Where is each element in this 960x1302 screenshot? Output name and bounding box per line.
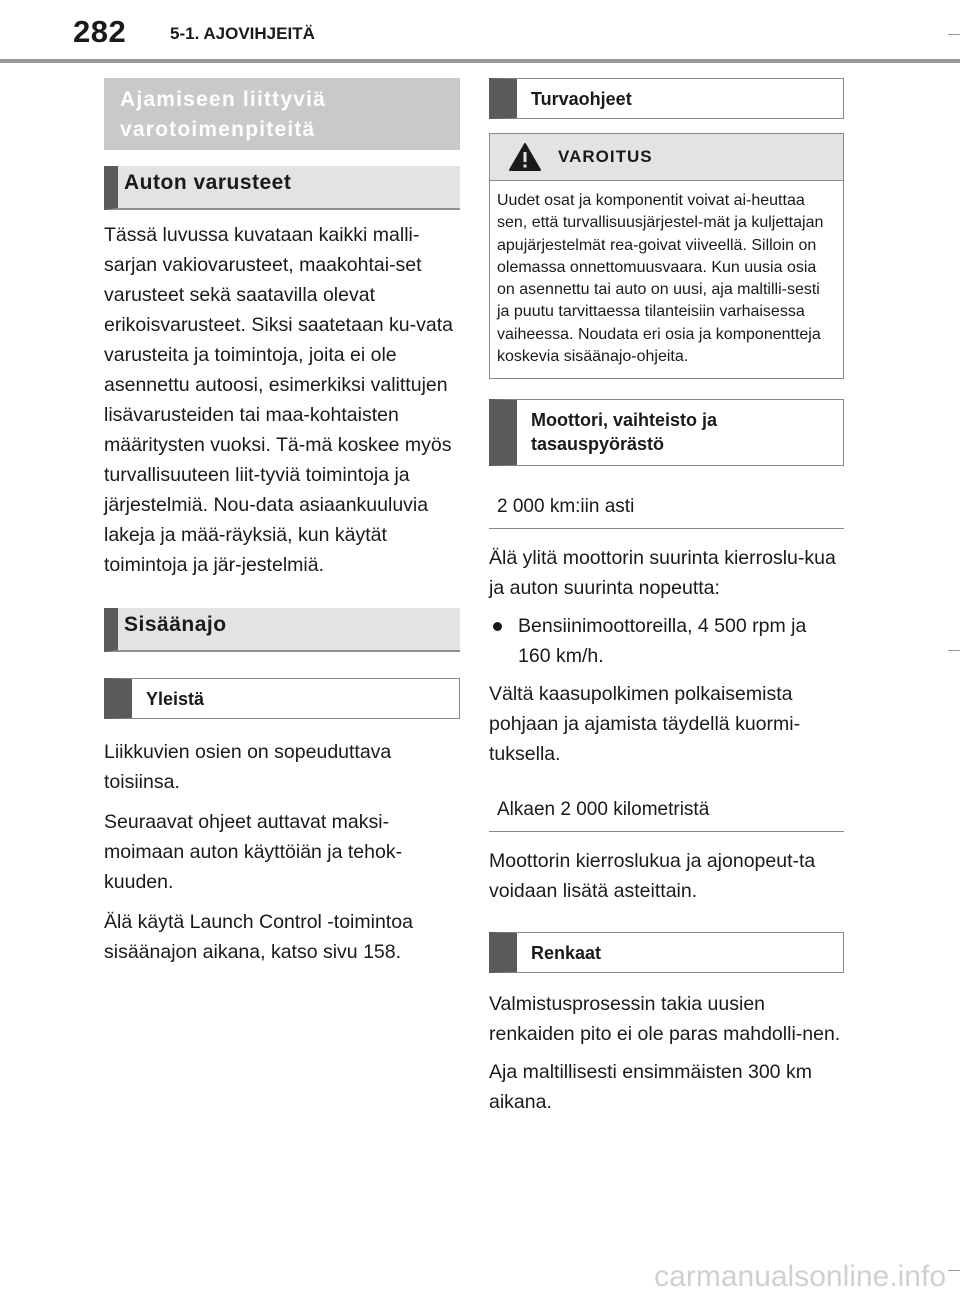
heading-engine: Moottori, vaihteisto ja tasauspyörästö xyxy=(489,399,844,466)
paragraph-upto-2000-2: Vältä kaasupolkimen polkaisemista pohjaan ja ajamista täydellä kuormi-tuksella. xyxy=(489,683,801,766)
paragraph-upto-2000-1: Älä ylitä moottorin suurinta kierroslu-kua ja auton suurinta nopeutta: xyxy=(489,547,836,600)
heading-upto-2000: 2 000 km:iin asti xyxy=(489,496,844,529)
crop-mark xyxy=(948,34,960,35)
warning-box xyxy=(489,133,844,379)
bullet-text: Bensiinimoottoreilla, 4 500 rpm ja 160 km/h. xyxy=(518,615,807,668)
page-number: 282 xyxy=(73,14,127,49)
header-rule xyxy=(0,59,960,63)
warning-text: Uudet osat ja komponentit voivat ai-heuttaa sen, että turvallisuusjärjestel-mät ja kuljettajan apujärjestelmät rea-goivat viiveellä. Silloin on olemassa onnettomuusvaara. Kun uusia osia on asennettu tai auto on uusi, aja maltilli-sesti ja puutu tarvittaessa tilanteisiin varhaisessa vaiheessa. Noudata eri osia ja komponentteja koskevia sisäänajo-ohjeita. xyxy=(497,192,824,366)
crop-mark xyxy=(948,650,960,651)
warning-header xyxy=(490,134,843,181)
section-title: Ajamiseen liittyviä varotoimenpiteitä xyxy=(104,78,460,150)
heading-tyres: Renkaat xyxy=(489,932,844,973)
chapter-title: 5-1. AJOVIHJEITÄ xyxy=(170,24,315,43)
paragraph-from-2000: Moottorin kierroslukua ja ajonopeut-ta voidaan lisätä asteittain. xyxy=(489,850,816,903)
heading-break-in: Sisäänajo xyxy=(104,608,460,652)
crop-mark xyxy=(948,1270,960,1271)
heading-safety: Turvaohjeet xyxy=(489,78,844,119)
heading-from-2000: Alkaen 2 000 kilometristä xyxy=(489,799,844,832)
heading-equipment: Auton varusteet xyxy=(104,166,460,210)
paragraph-tyres-1: Valmistusprosessin takia uusien renkaiden pito ei ole paras mahdolli-nen. xyxy=(489,993,841,1046)
paragraph-equipment: Tässä luvussa kuvataan kaikki malli-sarjan vakiovarusteet, maakohtai-set varusteet sekä saatavilla olevat erikoisvarusteet. Siksi saatetaan ku-vata varusteita ja toimintoja, joita ei ole asennettu autoosi, esimerkiksi valittujen lisävarusteiden tai maa-kohtaisten määritysten vuoksi. Tä-mä koskee myös turvallisuuteen liit-tyviä toimintoja ja järjestelmiä. Nou-data asiaankuuluvia lakeja ja mää-räyksiä, kun käytät toimintoja ja jär-jestelmiä. xyxy=(104,224,454,576)
heading-general: Yleistä xyxy=(104,678,460,719)
warning-triangle-icon xyxy=(508,142,542,172)
paragraph-general-3: Älä käytä Launch Control -toimintoa sisäänajon aikana, katso sivu 158. xyxy=(104,911,413,963)
paragraph-tyres-2: Aja maltillisesti ensimmäisten 300 km aikana. xyxy=(489,1061,812,1114)
paragraph-general-2: Seuraavat ohjeet auttavat maksi-moimaan auton käyttöiän ja tehok-kuuden. xyxy=(104,811,403,893)
left-column xyxy=(104,78,460,967)
watermark: carmanualsonline.info xyxy=(654,1260,946,1293)
right-column xyxy=(489,78,844,1117)
warning-title: VAROITUS xyxy=(558,147,653,166)
bullet-dot xyxy=(493,622,502,631)
bullet-item xyxy=(489,611,844,671)
paragraph-general-1: Liikkuvien osien on sopeuduttava toisiinsa. xyxy=(104,741,392,793)
